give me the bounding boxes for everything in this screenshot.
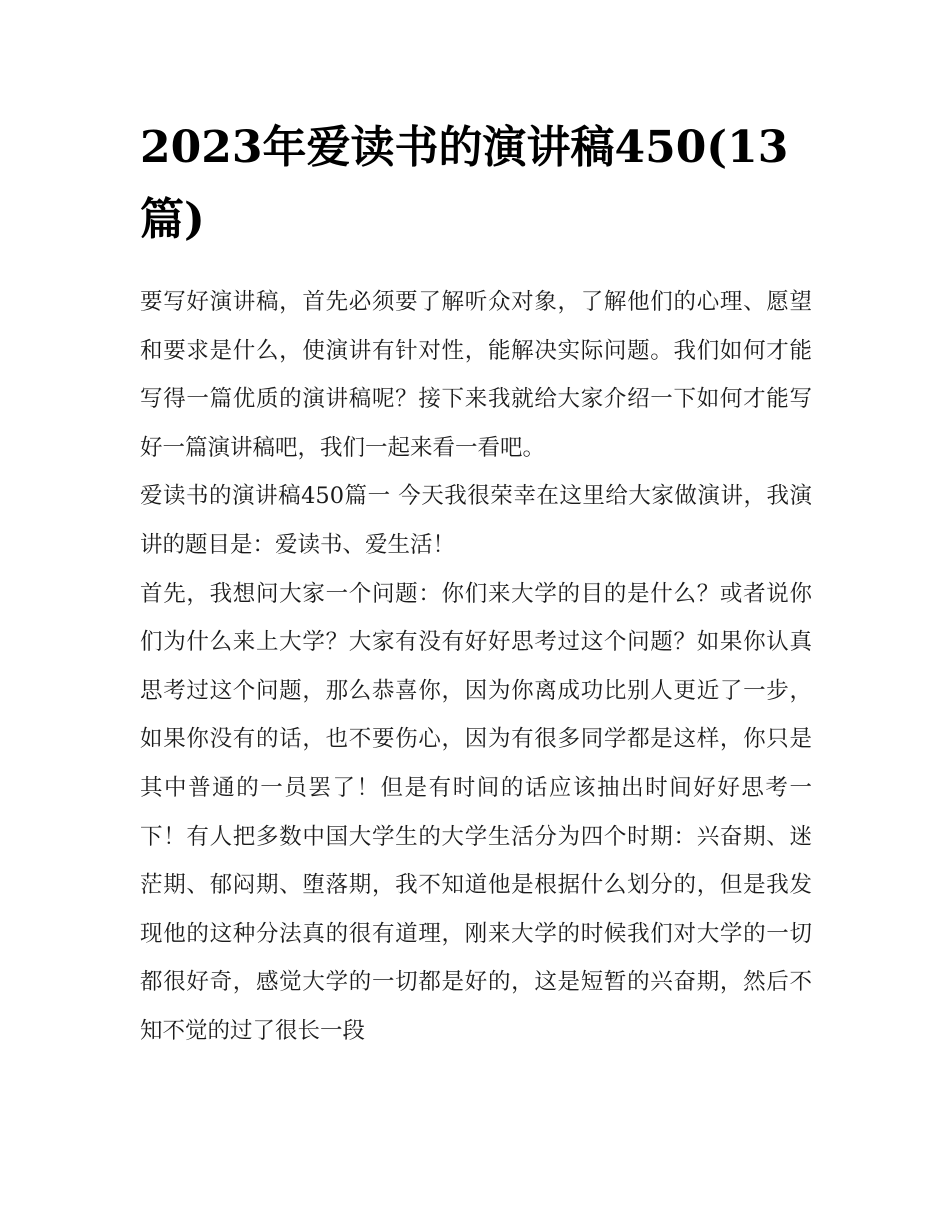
intro-paragraph: 要写好演讲稿，首先必须要了解听众对象，了解他们的心理、愿望和要求是什么，使演讲有针对性，能解决实际问题。我们如何才能写得一篇优质的演讲稿呢？接下来我就给大家介绍一下如何才能写好一篇演讲稿吧，我们一起来看一看吧。 [140,289,812,461]
document-body [140,278,812,1056]
document-title: 2023年爱读书的演讲稿450(13篇) [140,122,789,245]
body-paragraph: 首先，我想问大家一个问题：你们来大学的目的是什么？或者说你们为什么来上大学？大家有没有好好思考过这个问题？如果你认真思考过这个问题，那么恭喜你，因为你离成功比别人更近了一步，如果你没有的话，也不要伤心，因为有很多同学都是这样，你只是其中普通的一员罢了！但是有时间的话应该抽出时间好好思考一下！有人把多数中国大学生的大学生活分为四个时期：兴奋期、迷茫期、郁闷期、堕落期，我不知道他是根据什么划分的，但是我发现他的这种分法真的很有道理，刚来大学的时候我们对大学的一切都很好奇，感觉大学的一切都是好的，这是短暂的兴奋期，然后不知不觉的过了很长一段 [140,580,812,1044]
section-heading-paragraph: 爱读书的演讲稿450篇一 今天我很荣幸在这里给大家做演讲，我演讲的题目是：爱读书、爱生活！ [140,483,812,558]
